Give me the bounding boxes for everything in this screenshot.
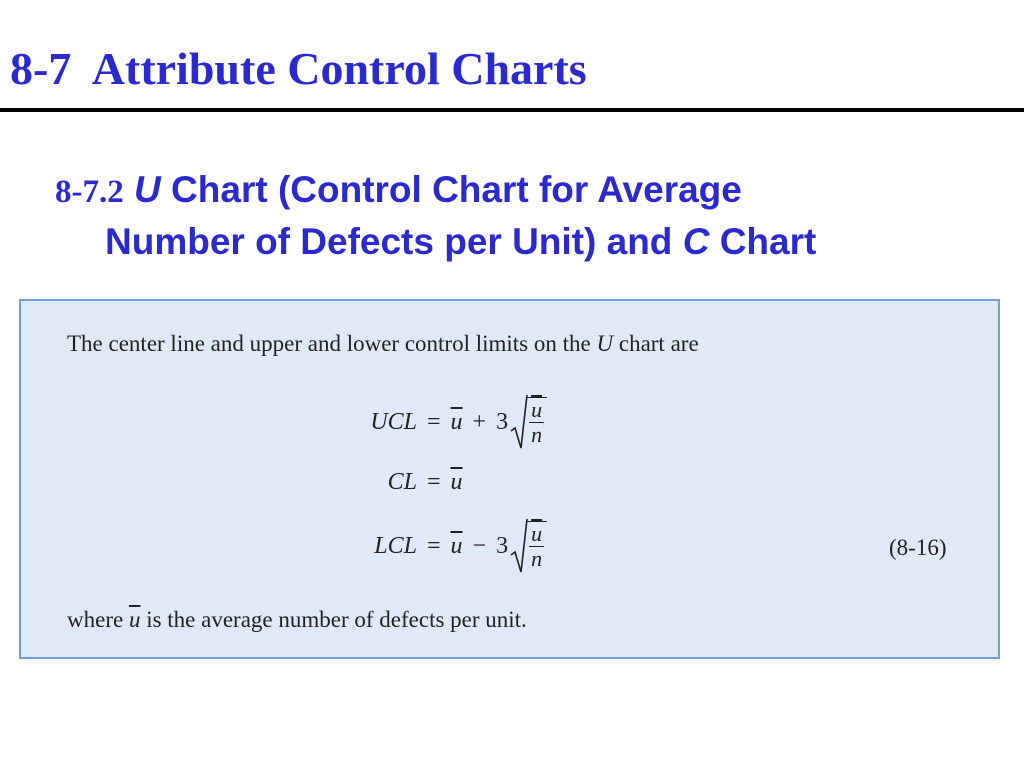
intro-u: U [596, 331, 614, 356]
cl-label: CL [387, 469, 417, 495]
lcl-coef: 3 [496, 532, 509, 559]
ucl-equals: = [427, 408, 441, 435]
lcl-fraction [526, 521, 547, 571]
c-letter: C [682, 221, 710, 262]
formula-box [19, 299, 1000, 659]
lcl-ubar: $\overline{u}$ [450, 532, 463, 559]
ucl-frac-den: n [531, 422, 543, 447]
lcl-sqrt [510, 517, 547, 575]
equation-number: (8-16) [889, 535, 947, 560]
footer-part2: is the average number of defects per unit. [146, 607, 527, 632]
ucl-sqrt [510, 393, 547, 451]
title-divider [0, 108, 1024, 112]
lcl-equation [347, 517, 547, 575]
lcl-frac-den: n [531, 546, 543, 571]
cl-ubar: $\overline{u}$ [450, 469, 463, 495]
ucl-coef: 3 [496, 408, 509, 435]
heading-line1: Chart (Control Chart for Average [171, 169, 742, 210]
ucl-plus: + [472, 408, 487, 435]
ucl-ubar: $\overline{u}$ [450, 408, 463, 435]
u-letter: U [134, 169, 161, 210]
intro-part1: The center line and upper and lower control limits on the [67, 331, 591, 356]
lcl-frac-num: $\overline{u}$ [531, 521, 543, 546]
intro-part2: chart are [618, 331, 699, 356]
lcl-minus: − [472, 532, 487, 559]
lcl-label: LCL [374, 532, 417, 559]
section-heading [55, 165, 1015, 267]
ucl-label: UCL [370, 408, 417, 435]
lcl-equals: = [427, 532, 441, 559]
footer-ubar: $\overline{u}$ [128, 607, 141, 632]
heading-line2: Number of Defects per Unit) and [105, 221, 673, 262]
section-number: 8-7.2 [55, 174, 124, 210]
ucl-fraction [526, 397, 547, 447]
ucl-equation [347, 393, 547, 451]
intro-text [67, 331, 699, 357]
cl-equals: = [427, 469, 441, 495]
slide-title: 8-7 Attribute Control Charts [10, 43, 587, 94]
footer-part1: where [67, 607, 124, 632]
cl-equation [347, 469, 463, 496]
footer-text [67, 607, 527, 633]
ucl-frac-num: $\overline{u}$ [531, 397, 543, 422]
heading-line2-end: Chart [719, 221, 817, 262]
